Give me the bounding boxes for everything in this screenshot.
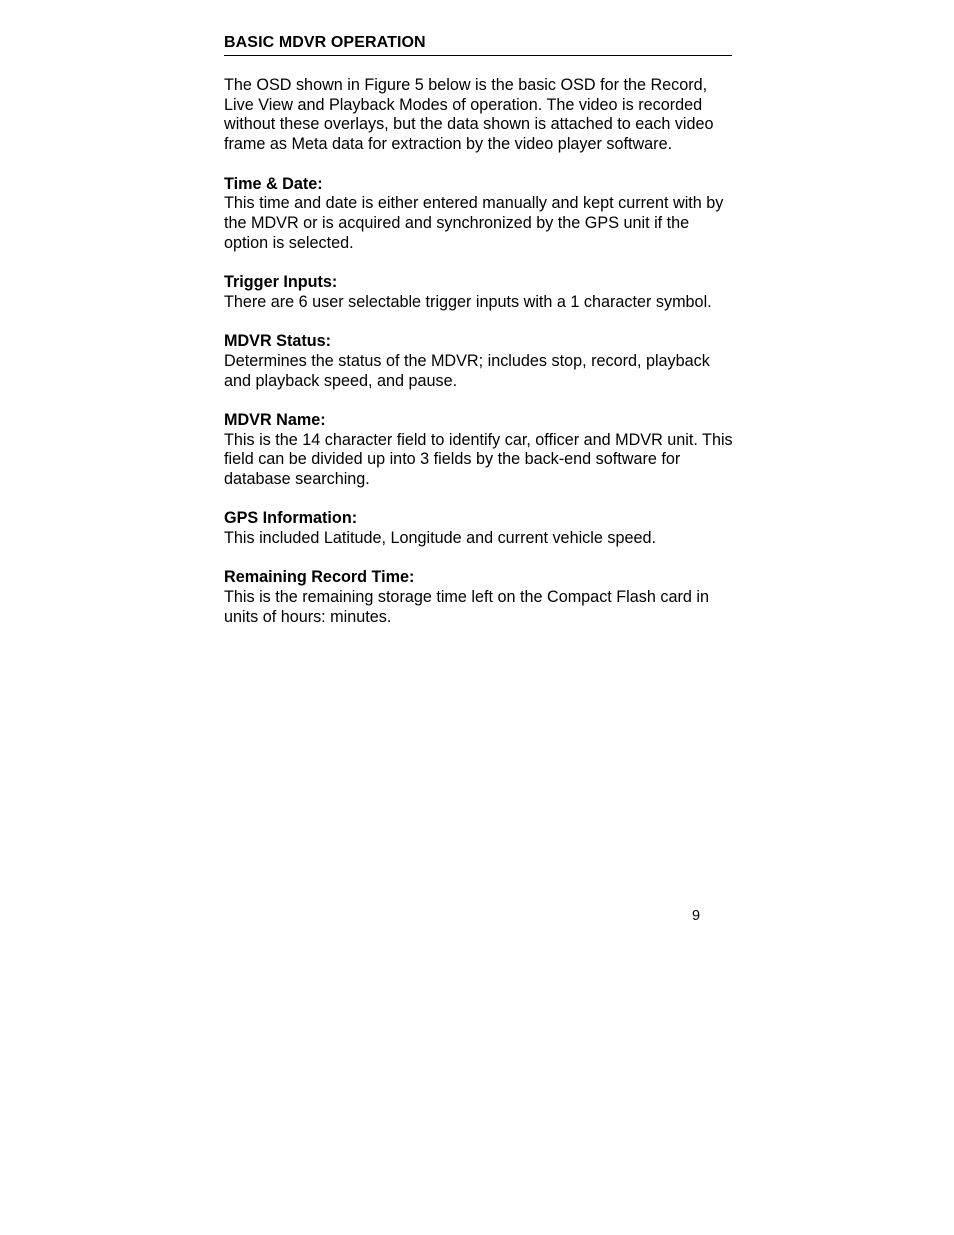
section-body: This is the 14 character field to identify car, officer and MDVR unit. This field can be divided up into 3 fields by the back-end software for database searching. — [224, 430, 733, 488]
intro-paragraph: The OSD shown in Figure 5 below is the basic OSD for the Record, Live View and Playback Modes of operation. The video is recorded without these overlays, but the data shown is attached to each video frame as Meta data for extraction by the video player software. — [224, 76, 714, 154]
section-body: There are 6 user selectable trigger inputs with a 1 character symbol. — [224, 292, 712, 311]
section-heading: Trigger Inputs: — [224, 273, 338, 291]
section-remaining-record-time — [224, 568, 736, 627]
page-header — [224, 33, 732, 56]
section-heading: Remaining Record Time: — [224, 568, 415, 587]
section-trigger-inputs — [224, 273, 736, 312]
section-mdvr-status — [224, 332, 736, 391]
page-title: BASIC MDVR OPERATION — [224, 34, 426, 51]
section-heading: MDVR Name: — [224, 410, 326, 429]
page-number: 9 — [692, 908, 701, 924]
section-mdvr-name — [224, 411, 736, 490]
section-heading: MDVR Status: — [224, 332, 332, 351]
section-body: Determines the status of the MDVR; includes stop, record, playback and playback speed, and pause. — [224, 351, 710, 390]
section-body: This included Latitude, Longitude and current vehicle speed. — [224, 529, 656, 548]
section-body: This is the remaining storage time left on the Compact Flash card in units of hours: minutes. — [224, 588, 709, 626]
section-body: This time and date is either entered manually and kept current with by the MDVR or is acquired and synchronized by the GPS unit if the option is selected. — [224, 194, 724, 252]
section-heading: Time & Date: — [224, 174, 323, 193]
section-heading: GPS Information: — [224, 509, 358, 528]
section-gps-information — [224, 509, 736, 548]
page-content — [224, 76, 736, 647]
section-time-date — [224, 175, 736, 254]
